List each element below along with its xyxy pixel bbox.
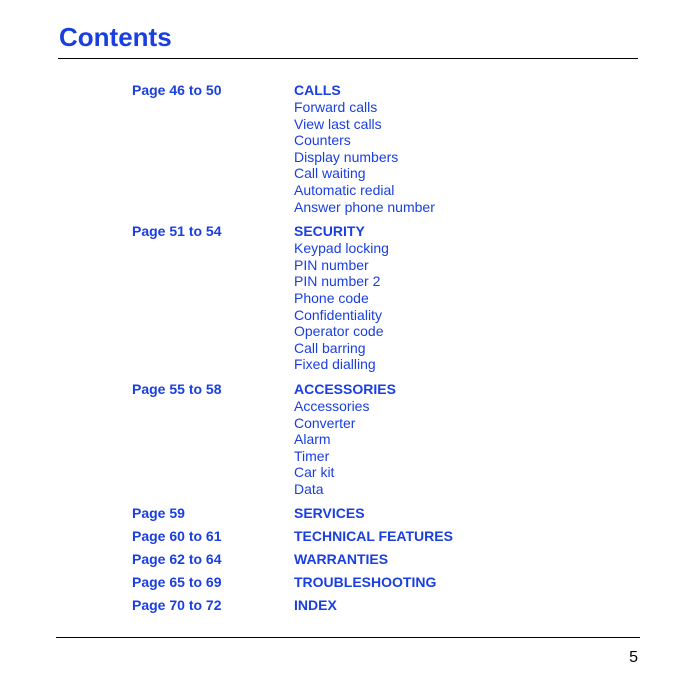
toc-section-index	[132, 597, 632, 614]
page-range: Page 51 to 54	[132, 223, 222, 240]
list-item: Call barring	[294, 339, 366, 356]
list-item: Operator code	[294, 323, 384, 340]
section-heading: INDEX	[294, 597, 337, 614]
list-item: Timer	[294, 447, 330, 464]
toc-section-security	[132, 223, 632, 373]
list-item: Phone code	[294, 289, 369, 306]
section-entries	[294, 223, 389, 373]
section-heading: WARRANTIES	[294, 551, 389, 568]
list-item: Answer phone number	[294, 198, 435, 215]
section-entries	[294, 381, 396, 498]
list-item: Data	[294, 480, 324, 497]
page-title: Contents	[59, 22, 172, 52]
list-item: PIN number	[294, 256, 369, 273]
list-item: Call waiting	[294, 165, 366, 182]
toc-section-calls	[132, 82, 632, 215]
footer-divider	[56, 637, 640, 638]
page-range: Page 62 to 64	[132, 551, 222, 568]
list-item: Converter	[294, 414, 356, 431]
section-heading: SECURITY	[294, 223, 365, 240]
list-item: Display numbers	[294, 148, 399, 165]
page-range: Page 59	[132, 505, 185, 522]
toc-section-warranties	[132, 551, 632, 568]
section-entries	[294, 574, 436, 591]
section-entries	[294, 528, 453, 545]
toc-section-services	[132, 505, 632, 522]
toc-section-accessories	[132, 381, 632, 498]
section-entries	[294, 551, 388, 568]
page-range: Page 46 to 50	[132, 82, 222, 98]
section-heading: SERVICES	[294, 505, 365, 522]
page-range: Page 55 to 58	[132, 380, 222, 397]
list-item: Confidentiality	[294, 306, 382, 323]
list-item: Accessories	[294, 397, 370, 414]
list-item: PIN number 2	[294, 273, 381, 290]
list-item: Fixed dialling	[294, 356, 376, 373]
section-heading: ACCESSORIES	[294, 380, 396, 397]
list-item: Car kit	[294, 464, 335, 481]
list-item: Counters	[294, 132, 351, 149]
section-heading: TECHNICAL FEATURES	[294, 528, 453, 545]
toc-section-technical-features	[132, 528, 632, 545]
title-divider	[58, 58, 638, 59]
page-range: Page 65 to 69	[132, 574, 222, 591]
list-item: Keypad locking	[294, 240, 389, 257]
list-item: View last calls	[294, 115, 382, 132]
page-range: Page 70 to 72	[132, 597, 222, 614]
list-item: Forward calls	[294, 99, 378, 115]
section-heading: CALLS	[294, 82, 341, 98]
page-number: 5	[629, 649, 638, 666]
section-entries	[294, 597, 337, 614]
page-range: Page 60 to 61	[132, 528, 222, 545]
list-item: Alarm	[294, 431, 331, 448]
toc-section-troubleshooting	[132, 574, 632, 591]
table-of-contents	[132, 82, 632, 620]
section-entries	[294, 82, 435, 215]
section-heading: TROUBLESHOOTING	[294, 574, 437, 591]
list-item: Automatic redial	[294, 181, 395, 198]
section-entries	[294, 505, 365, 522]
